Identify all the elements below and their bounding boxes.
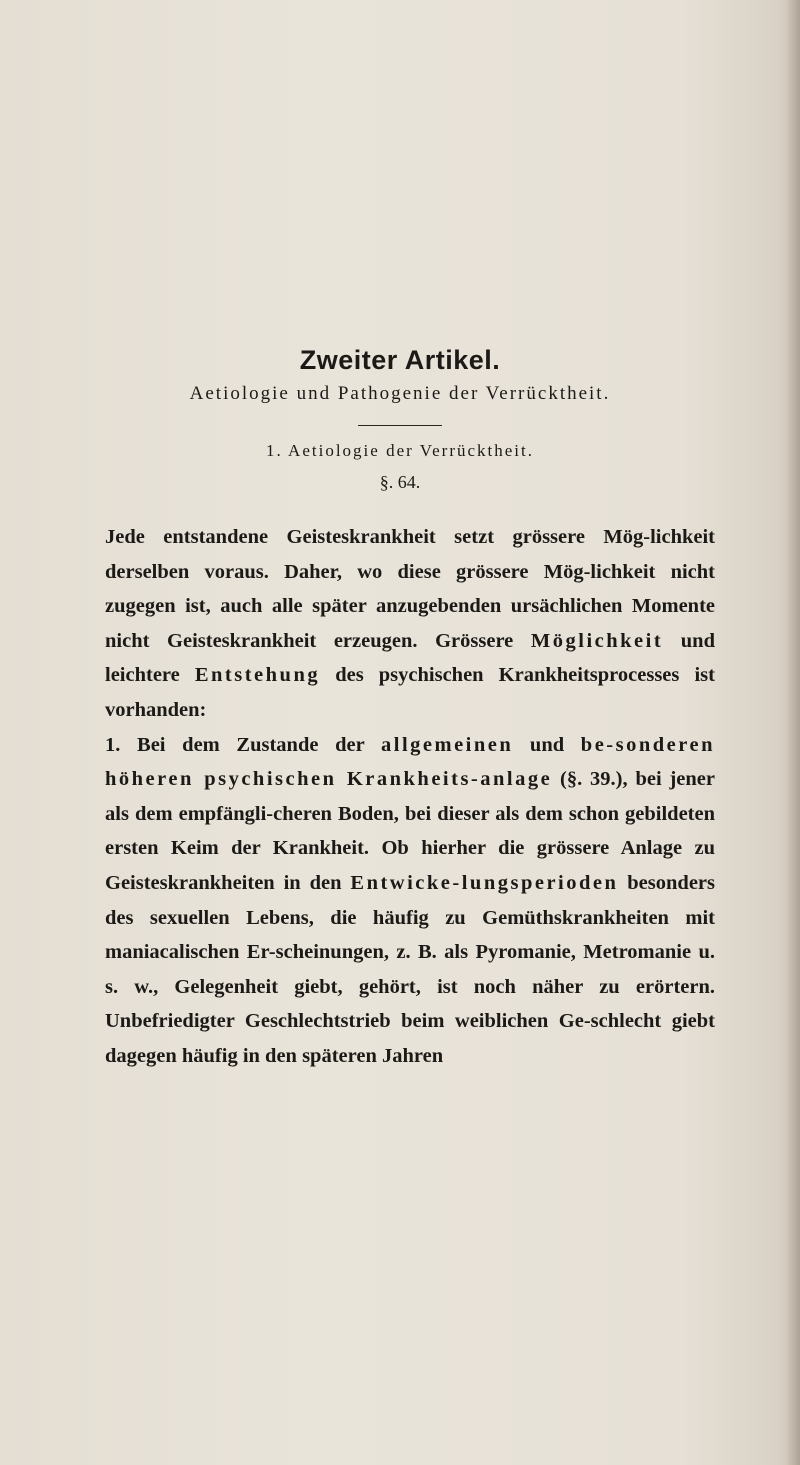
page-edge-shadow <box>786 0 800 1465</box>
text-run: Jede entstandene Geisteskrankheit setzt grössere Mög-lichkeit derselben voraus. Daher, wo diese grössere Mög-lichkeit nicht zugegen ist, auch alle später anzugebenden ursächlichen Momente nicht Geisteskrankheit erzeugen. <box>105 526 715 652</box>
spaced-emphasis: Möglichkeit <box>530 629 664 652</box>
divider-rule <box>358 425 442 426</box>
section-heading: 1. Aetiologie der Verrücktheit. <box>266 441 534 460</box>
text-run: besonders des sexuellen Lebens, die häufig zu Gemüthskrankheiten mit maniacalischen Er-scheinungen, z. B. als Pyromanie, Metromanie u. s. w., Gelegenheit giebt, gehört, ist noch näher zu erörtern. Unbefriedigter Geschlechtstrieb beim weiblichen Ge-schlecht giebt dagegen häufig in den späteren Jahren <box>105 871 715 1067</box>
text-run: und <box>513 733 581 756</box>
spaced-emphasis: Entstehung <box>194 664 321 687</box>
spaced-emphasis: be-sonderen höheren psychischen Krankheits-anlage <box>105 733 715 791</box>
article-title: Zweiter Artikel. <box>299 345 501 375</box>
text-run: und leichtere <box>105 629 715 687</box>
text-run: 1. Bei dem Zustande der <box>105 733 381 756</box>
text-run: des psychischen Krankheitsprocesses ist vorhanden: <box>105 664 715 721</box>
article-subtitle: Aetiologie und Pathogenie der Verrücktheit. <box>189 383 611 404</box>
text-run: Grössere <box>435 629 531 652</box>
spaced-emphasis: Entwicke-lungsperioden <box>350 871 619 894</box>
paragraph-number: §. 64. <box>379 472 421 492</box>
spaced-emphasis: allgemeinen <box>381 733 514 756</box>
text-run: (§. 39.), bei jener als dem empfängli-cheren Boden, bei dieser als dem schon gebildeten ersten Keim der Krankheit. Ob hierher die grössere Anlage zu Geisteskrankheiten in den <box>105 768 715 894</box>
body-text <box>105 520 715 1074</box>
